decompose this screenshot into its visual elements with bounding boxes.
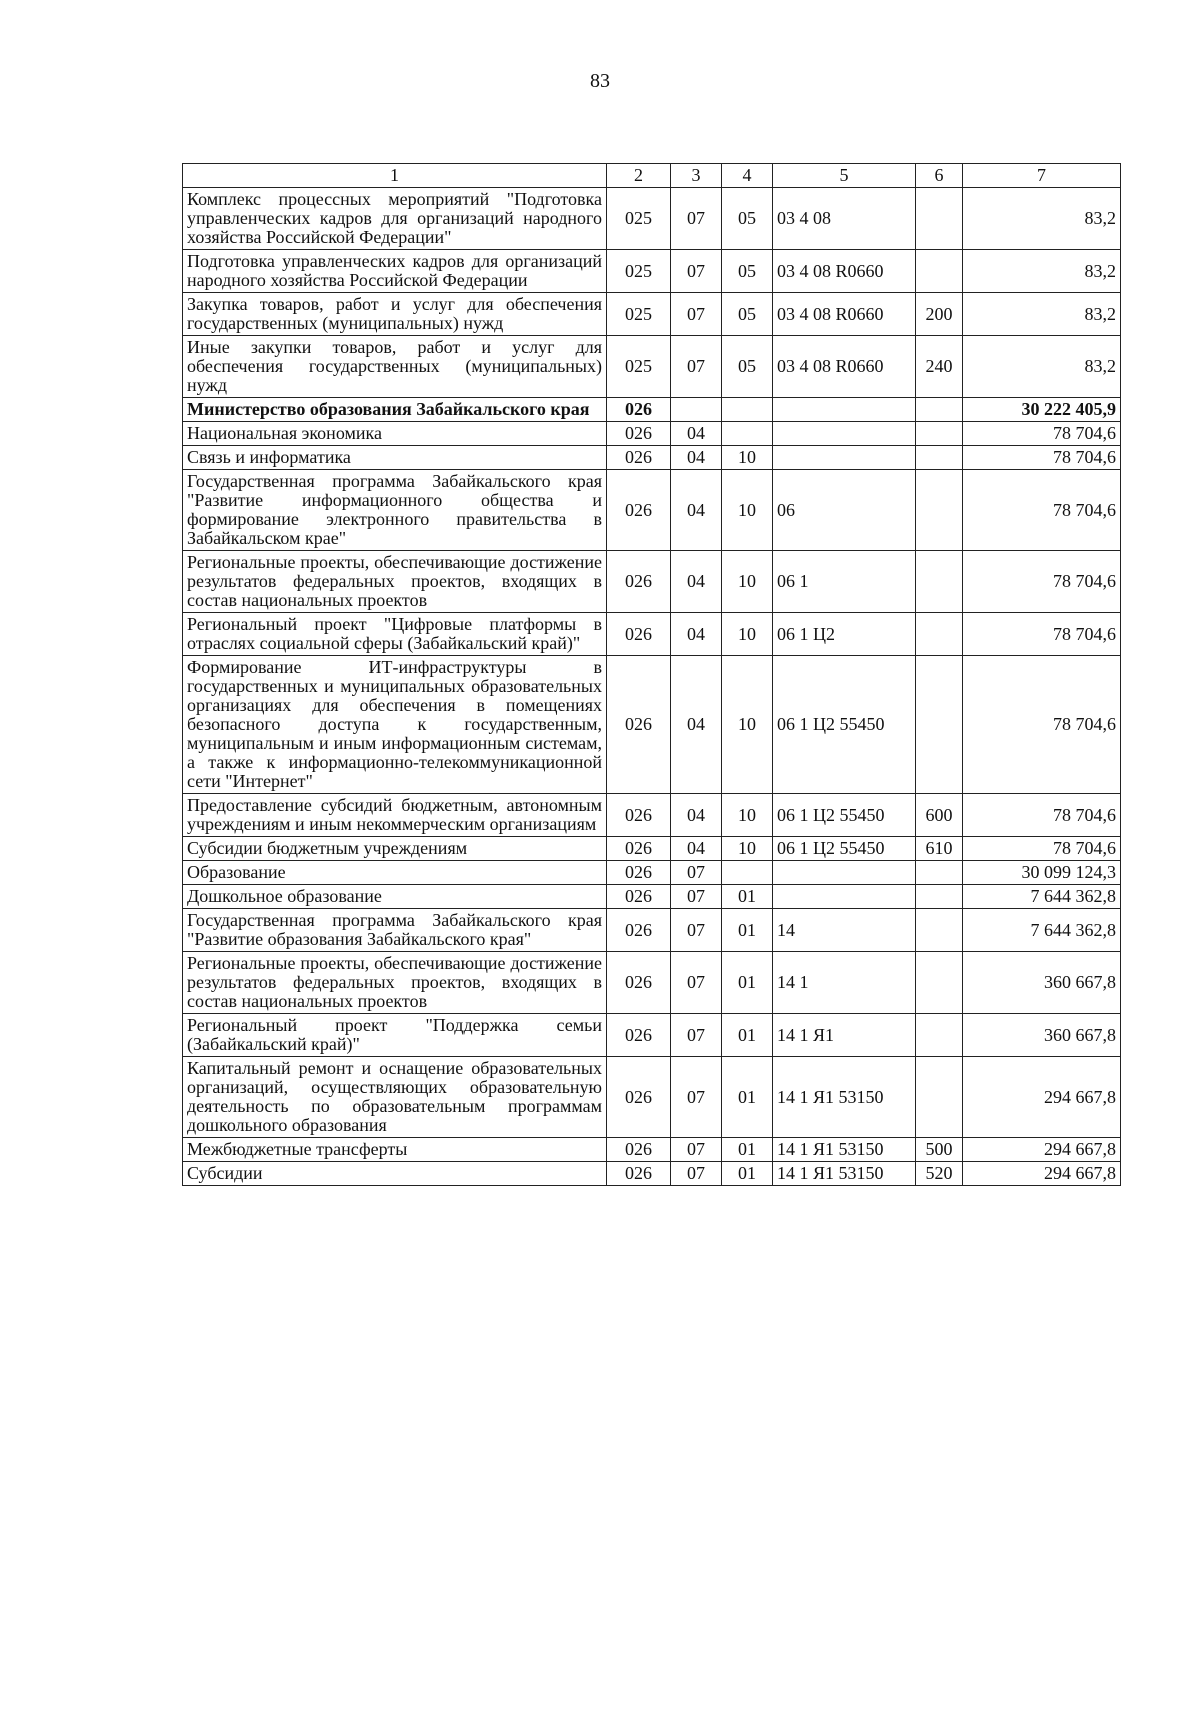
row-section [671,398,722,422]
table-row [183,551,1121,613]
row-section: 04 [671,446,722,470]
row-subsection: 10 [722,794,773,837]
table-row [183,1014,1121,1057]
row-target-article: 14 1 [773,952,916,1014]
row-target-article: 14 [773,909,916,952]
row-expense-type: 600 [916,794,963,837]
table-row [183,293,1121,336]
row-subsection: 01 [722,909,773,952]
row-section: 07 [671,293,722,336]
row-amount: 83,2 [963,188,1121,250]
page-number: 83 [590,70,610,92]
row-name: Предоставление субсидий бюджетным, автономным учреждениям и иным некоммерческим организациям [183,794,607,837]
row-admin-code: 026 [607,861,671,885]
table-row [183,909,1121,952]
row-name: Формирование ИТ-инфраструктуры в государственных и муниципальных образовательных организациях для обеспечения в помещениях безопасного доступа к государственным, муниципальным и иным информационным системам, а также к информационно-телекоммуникационной сети "Интернет" [183,656,607,794]
table-row [183,794,1121,837]
row-section: 07 [671,1014,722,1057]
table-row [183,250,1121,293]
row-amount: 360 667,8 [963,952,1121,1014]
row-admin-code: 026 [607,398,671,422]
row-amount: 360 667,8 [963,1014,1121,1057]
row-name: Региональный проект "Поддержка семьи (Забайкальский край)" [183,1014,607,1057]
row-name: Межбюджетные трансферты [183,1138,607,1162]
row-section: 07 [671,1138,722,1162]
row-expense-type: 520 [916,1162,963,1186]
budget-table [182,163,1121,1186]
row-expense-type [916,446,963,470]
row-target-article: 14 1 Я1 53150 [773,1162,916,1186]
row-section: 04 [671,470,722,551]
row-expense-type [916,422,963,446]
row-amount: 7 644 362,8 [963,909,1121,952]
row-target-article: 14 1 Я1 53150 [773,1138,916,1162]
row-expense-type [916,551,963,613]
row-target-article: 06 1 Ц2 55450 [773,794,916,837]
row-name: Капитальный ремонт и оснащение образовательных организаций, осуществляющих образовательную деятельность по образовательным программам дошкольного образования [183,1057,607,1138]
table-row [183,398,1121,422]
header-cell: 1 [183,164,607,188]
row-section: 04 [671,837,722,861]
row-expense-type [916,1014,963,1057]
row-name: Образование [183,861,607,885]
row-target-article: 06 1 Ц2 55450 [773,656,916,794]
row-amount: 83,2 [963,250,1121,293]
row-target-article [773,398,916,422]
row-subsection: 05 [722,336,773,398]
table-row [183,613,1121,656]
row-name: Министерство образования Забайкальского края [183,398,607,422]
table-row [183,1057,1121,1138]
row-subsection: 05 [722,188,773,250]
row-expense-type [916,398,963,422]
row-target-article [773,446,916,470]
row-amount: 294 667,8 [963,1162,1121,1186]
header-cell: 2 [607,164,671,188]
header-cell: 6 [916,164,963,188]
table-row [183,188,1121,250]
header-cell: 3 [671,164,722,188]
row-target-article [773,885,916,909]
row-admin-code: 026 [607,794,671,837]
table-row [183,1138,1121,1162]
row-expense-type [916,470,963,551]
row-section: 07 [671,909,722,952]
row-section: 04 [671,422,722,446]
row-subsection: 05 [722,293,773,336]
row-amount: 78 704,6 [963,446,1121,470]
row-section: 04 [671,794,722,837]
row-name: Государственная программа Забайкальского края "Развитие информационного общества и формирование электронного правительства в Забайкальском крае" [183,470,607,551]
row-section: 04 [671,613,722,656]
row-subsection: 01 [722,952,773,1014]
row-expense-type: 240 [916,336,963,398]
row-subsection: 10 [722,446,773,470]
row-target-article: 03 4 08 R0660 [773,336,916,398]
row-section: 07 [671,952,722,1014]
row-name: Национальная экономика [183,422,607,446]
row-expense-type [916,188,963,250]
row-subsection: 10 [722,551,773,613]
row-amount: 78 704,6 [963,794,1121,837]
row-name: Дошкольное образование [183,885,607,909]
row-amount: 30 099 124,3 [963,861,1121,885]
row-target-article: 06 1 [773,551,916,613]
row-name: Региональный проект "Цифровые платформы в отраслях социальной сферы (Забайкальский край)" [183,613,607,656]
row-subsection: 05 [722,250,773,293]
table-row [183,837,1121,861]
row-section: 04 [671,551,722,613]
row-subsection: 10 [722,613,773,656]
row-name: Региональные проекты, обеспечивающие достижение результатов федеральных проектов, входящих в состав национальных проектов [183,952,607,1014]
row-section: 07 [671,885,722,909]
row-target-article: 06 [773,470,916,551]
row-name: Подготовка управленческих кадров для организаций народного хозяйства Российской Федерации [183,250,607,293]
row-expense-type [916,613,963,656]
row-target-article: 03 4 08 R0660 [773,250,916,293]
row-admin-code: 026 [607,952,671,1014]
row-name: Иные закупки товаров, работ и услуг для обеспечения государственных (муниципальных) нужд [183,336,607,398]
header-cell: 7 [963,164,1121,188]
row-admin-code: 026 [607,470,671,551]
table-row [183,656,1121,794]
row-subsection: 01 [722,1138,773,1162]
row-expense-type: 500 [916,1138,963,1162]
row-name: Субсидии бюджетным учреждениям [183,837,607,861]
row-section: 07 [671,1162,722,1186]
table-row [183,446,1121,470]
row-admin-code: 025 [607,250,671,293]
row-amount: 83,2 [963,336,1121,398]
row-name: Государственная программа Забайкальского края "Развитие образования Забайкальского края" [183,909,607,952]
row-section: 07 [671,1057,722,1138]
row-amount: 7 644 362,8 [963,885,1121,909]
row-target-article: 06 1 Ц2 55450 [773,837,916,861]
row-admin-code: 026 [607,422,671,446]
row-name: Закупка товаров, работ и услуг для обеспечения государственных (муниципальных) нужд [183,293,607,336]
row-expense-type [916,250,963,293]
row-subsection: 01 [722,1162,773,1186]
row-amount: 78 704,6 [963,470,1121,551]
row-amount: 78 704,6 [963,656,1121,794]
row-amount: 78 704,6 [963,613,1121,656]
row-admin-code: 026 [607,446,671,470]
row-admin-code: 025 [607,336,671,398]
table-row [183,1162,1121,1186]
row-target-article: 03 4 08 R0660 [773,293,916,336]
row-target-article: 03 4 08 [773,188,916,250]
row-section: 04 [671,656,722,794]
row-expense-type [916,1057,963,1138]
row-admin-code: 025 [607,293,671,336]
row-subsection [722,861,773,885]
row-admin-code: 026 [607,551,671,613]
row-subsection: 01 [722,885,773,909]
row-admin-code: 026 [607,885,671,909]
row-subsection: 01 [722,1057,773,1138]
row-expense-type [916,656,963,794]
row-amount: 294 667,8 [963,1057,1121,1138]
row-amount: 78 704,6 [963,551,1121,613]
row-target-article [773,422,916,446]
row-section: 07 [671,861,722,885]
row-subsection: 10 [722,837,773,861]
row-subsection: 01 [722,1014,773,1057]
row-subsection: 10 [722,656,773,794]
header-cell: 5 [773,164,916,188]
row-section: 07 [671,250,722,293]
row-expense-type [916,952,963,1014]
row-section: 07 [671,336,722,398]
table-row [183,885,1121,909]
row-amount: 30 222 405,9 [963,398,1121,422]
row-expense-type [916,885,963,909]
row-expense-type: 610 [916,837,963,861]
row-target-article [773,861,916,885]
row-amount: 83,2 [963,293,1121,336]
row-name: Комплекс процессных мероприятий "Подготовка управленческих кадров для организаций народного хозяйства Российской Федерации" [183,188,607,250]
row-admin-code: 026 [607,1162,671,1186]
row-subsection [722,398,773,422]
row-amount: 294 667,8 [963,1138,1121,1162]
row-amount: 78 704,6 [963,422,1121,446]
row-name: Региональные проекты, обеспечивающие достижение результатов федеральных проектов, входящих в состав национальных проектов [183,551,607,613]
row-admin-code: 026 [607,837,671,861]
header-cell: 4 [722,164,773,188]
row-subsection: 10 [722,470,773,551]
table-header-row [183,164,1121,188]
row-expense-type [916,909,963,952]
table-row [183,952,1121,1014]
row-section: 07 [671,188,722,250]
row-subsection [722,422,773,446]
row-target-article: 06 1 Ц2 [773,613,916,656]
row-admin-code: 025 [607,188,671,250]
table-row [183,336,1121,398]
row-admin-code: 026 [607,613,671,656]
row-name: Субсидии [183,1162,607,1186]
row-expense-type [916,861,963,885]
row-amount: 78 704,6 [963,837,1121,861]
row-admin-code: 026 [607,656,671,794]
row-admin-code: 026 [607,1138,671,1162]
table-row [183,422,1121,446]
row-admin-code: 026 [607,909,671,952]
row-name: Связь и информатика [183,446,607,470]
row-target-article: 14 1 Я1 [773,1014,916,1057]
table-row [183,470,1121,551]
row-expense-type: 200 [916,293,963,336]
row-admin-code: 026 [607,1057,671,1138]
row-admin-code: 026 [607,1014,671,1057]
row-target-article: 14 1 Я1 53150 [773,1057,916,1138]
table-row [183,861,1121,885]
